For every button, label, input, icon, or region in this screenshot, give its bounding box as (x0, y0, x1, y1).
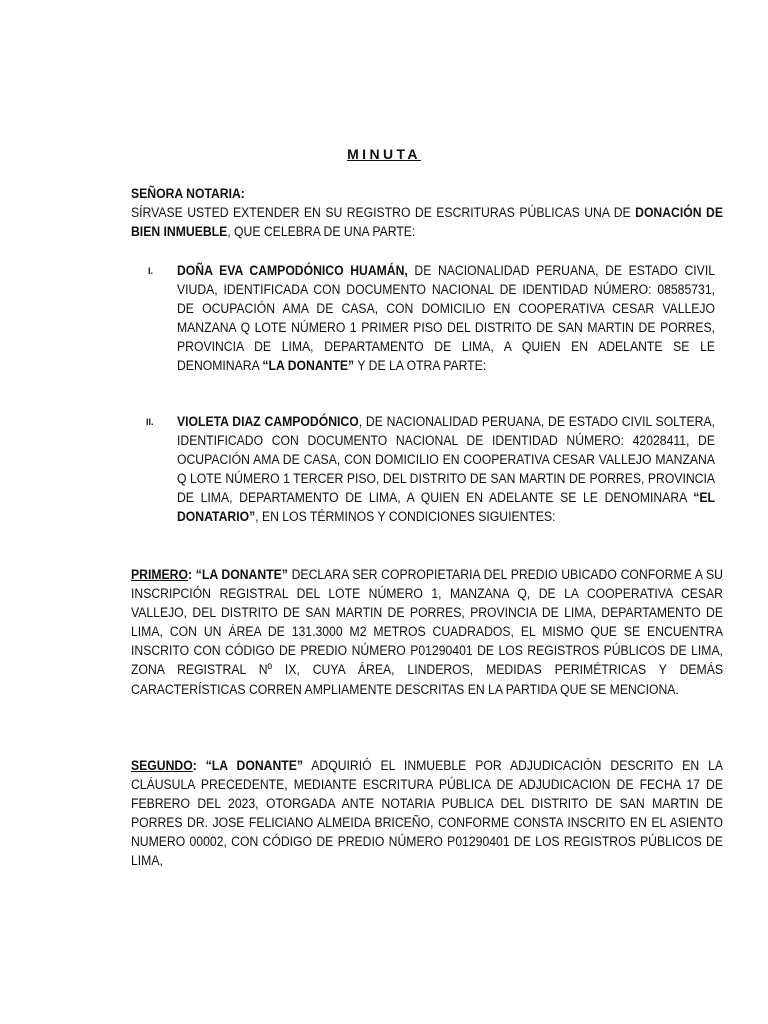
clause-primero-heading: PRIMERO (131, 567, 188, 583)
intro-paragraph (131, 204, 723, 242)
donante-details: DE NACIONALIDAD PERUANA, DE ESTADO CIVIL VIUDA, IDENTIFICADA CON DOCUMENTO NACIONAL DE IDENTIDAD NÚMERO: 08585731, DE OCUPACIÓN AMA DE CASA, CON DOMICILIO EN COOPERATIVA CESAR VALLEJO MANZANA Q LOTE NÚMERO 1 PRIMER PISO DEL DISTRITO DE SAN MARTIN DE PORRES, PROVINCIA DE LIMA, DEPARTAMENTO DE LIMA, A QUIEN EN ADELANTE SE LE DENOMINARA (177, 263, 715, 375)
clause-primero-colon: : (187, 567, 196, 583)
donante-designation: “LA DONANTE” (262, 358, 355, 375)
donante-details-end: Y DE LA OTRA PARTE: (354, 358, 487, 375)
clause-segundo-text: ADQUIRIÓ EL INMUEBLE POR ADJUDICACIÓN DESCRITO EN LA CLÁUSULA PRECEDENTE, MEDIANTE ESCRITURA PÚBLICA DE ADJUDICACION DE FECHA 17 DE FEBRERO DEL 2023, OTORGADA ANTE NOTARIA PUBLICA DEL DISTRITO DE SAN MARTIN DE PORRES DR. JOSE FELICIANO ALMEIDA BRICEÑO, CONFORME CONSTA INSCRITO EN EL ASIENTO NUMERO 00002, CON CÓDIGO DE PREDIO NÚMERO P01290401 DE LOS REGISTROS PÚBLICOS DE LIMA, (131, 758, 723, 870)
donatario-name: VIOLETA DIAZ CAMPODÓNICO (177, 414, 359, 430)
clause-segundo-heading: SEGUNDO (131, 758, 193, 774)
donatario-designation: “EL DONATARIO” (177, 490, 715, 526)
clause-segundo (131, 757, 723, 872)
clause-primero-donante: “LA DONANTE” (195, 567, 288, 583)
item-numeral-1: I. (148, 266, 154, 276)
document-title: MINUTA (347, 146, 421, 162)
clause-primero-text: DECLARA SER COPROPIETARIA DEL PREDIO UBICADO CONFORME A SU INSCRIPCIÓN REGISTRAL DEL LOTE NÚMERO 1, MANZANA Q, DE LA COOPERATIVA CESAR VALLEJO, DEL DISTRITO DE SAN MARTIN DE PORRES, PROVINCIA DE LIMA, DEPARTAMENTO DE LIMA, CON UN ÁREA DE 131.3000 M2 METROS CUADRADOS, EL MISMO QUE SE ENCUENTRA INSCRITO CON CÓDIGO DE PREDIO NÚMERO P01290401 DE LOS REGISTROS PÚBLICOS DE LIMA, ZONA REGISTRAL Nº IX, CUYA ÁREA, LINDEROS, MEDIDAS PERIMÉTRICAS Y DEMÁS CARACTERÍSTICAS CORREN AMPLIAMENTE DESCRITAS EN LA PARTIDA QUE SE MENCIONA. (131, 567, 724, 698)
donatario-details-end: , EN LOS TÉRMINOS Y CONDICIONES SIGUIENTES: (255, 509, 556, 526)
donatario-details: , DE NACIONALIDAD PERUANA, DE ESTADO CIVIL SOLTERA, IDENTIFICADO CON DOCUMENTO NACIONAL DE IDENTIDAD NÚMERO: 42028411, DE OCUPACIÓN AMA DE CASA, CON DOMICILIO EN COOPERATIVA CESAR VALLEJO MANZANA Q LOTE NÚMERO 1 TERCER PISO, DEL DISTRITO DE SAN MARTIN DE PORRES, PROVINCIA DE LIMA, DEPARTAMENTO DE LIMA, A QUIEN EN ADELANTE SE LE DENOMINARA (177, 414, 715, 507)
clause-segundo-donante: “LA DONANTE” (205, 758, 303, 774)
party-item-2 (177, 413, 715, 528)
intro-bold-donacion: DONACIÓN DE BIEN INMUEBLE (131, 205, 723, 241)
salutation: SEÑORA NOTARIA: (131, 186, 245, 202)
intro-text-end: , QUE CELEBRA DE UNA PARTE: (227, 224, 416, 241)
clause-primero (131, 566, 723, 700)
item-numeral-2: II. (146, 417, 154, 427)
party-item-1 (177, 262, 715, 377)
intro-text: SÍRVASE USTED EXTENDER EN SU REGISTRO DE ESCRITURAS PÚBLICAS UNA DE (131, 205, 636, 221)
clause-segundo-colon: : (192, 758, 206, 774)
donante-name: DOÑA EVA CAMPODÓNICO HUAMÁN, (177, 263, 408, 279)
